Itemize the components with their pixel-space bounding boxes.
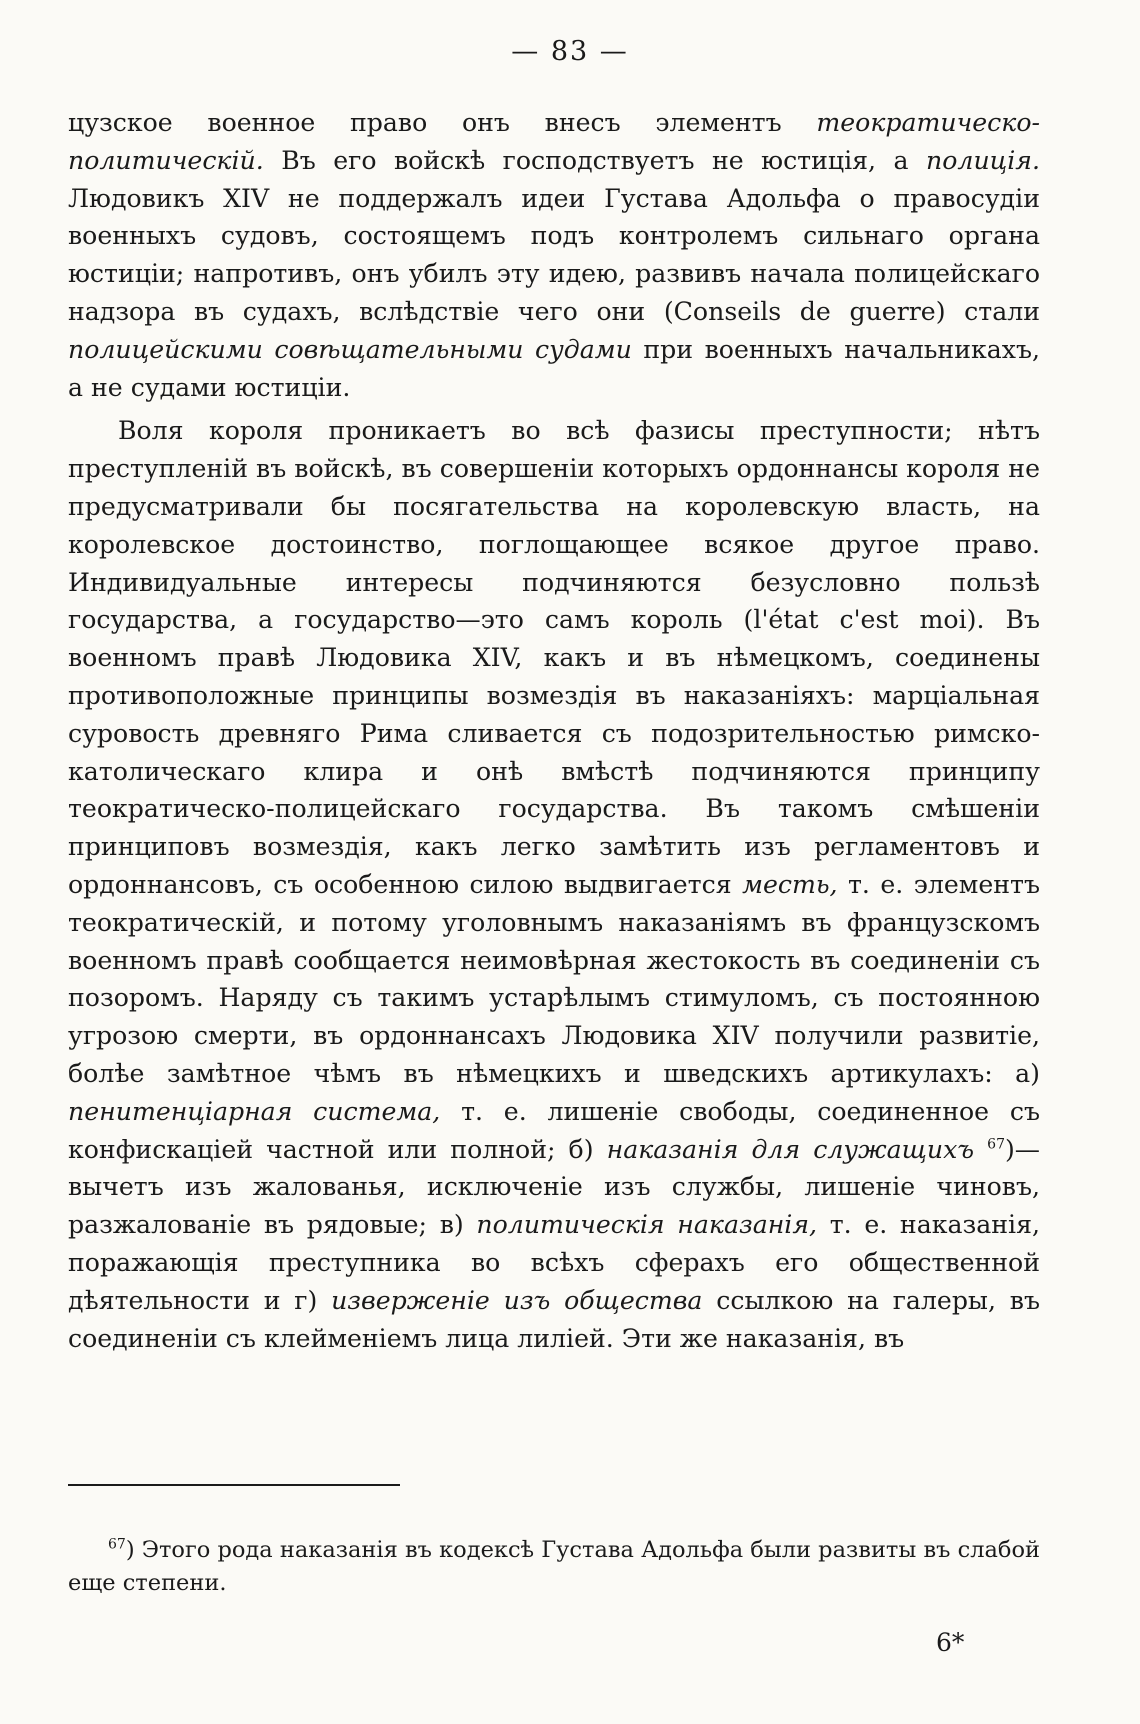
italic-term: пенитенціарная система, [68,1096,441,1126]
footnote-number: 67 [108,1536,126,1553]
text-span: Воля короля проникаетъ во всѣ фазисы преступности; нѣтъ преступленій въ войскѣ, въ совершеніи которыхъ ордоннансы короля не предусматривали бы посягательства на королевскую власть, на королевское достоинство, поглощающее всякое другое право. Индивидуальные интересы подчиняются безусловно пользѣ государства, а государство—это самъ король (l'état c'est moi). Въ военномъ правѣ Людовика XIV, какъ и въ нѣмецкомъ, соединены противоположные принципы возмездія въ наказаніяхъ: марціальная суровость древняго Рима сливается съ подозрительностью римско-католическаго клира и онѣ вмѣстѣ подчиняются принципу теократическо-полицейскаго государства. Въ такомъ смѣшеніи принциповъ возмездія, какъ легко замѣтить изъ регламентовъ и ордоннансовъ, съ особенною силою выдвигается [68,416,1040,899]
signature-mark: 6* [936,1628,965,1657]
italic-term: месть, [742,869,838,899]
text-span: Людовикъ XIV не поддержалъ идеи Густава Адольфа о правосудіи военныхъ судовъ, состоящемъ подъ контролемъ сильнаго органа юстиціи; напротивъ, онъ убилъ эту идею, развивъ начала полицейскаго надзора въ судахъ, вслѣдствіе чего они (Conseils de guerre) стали [68,183,1040,326]
page-number: — 83 — [511,36,629,67]
text-span: т. е. наказанія, поражающія преступника во всѣхъ сферахъ его общественной дѣятельности и г) [68,1210,1040,1315]
text-span: т. е. лишеніе свободы, соединенное съ конфискаціей частной или полной; б) [68,1096,1040,1164]
footnote [68,1534,1040,1600]
footnote-divider [68,1484,400,1486]
italic-term: наказанія для служащихъ [606,1134,975,1164]
italic-term: полицейскими совѣщательными судами [68,334,632,364]
italic-term: политическія наказанія, [476,1210,818,1240]
italic-term: изверженіе изъ общества [331,1285,703,1315]
text-span: )—вычетъ изъ жалованья, исключеніе изъ службы, лишеніе чиновъ, разжалованіе въ рядовые; в) [68,1134,1040,1240]
footnote-reference: 67 [987,1136,1005,1153]
paragraph-1 [68,104,1040,406]
text-span: цузское военное право онъ внесъ элементъ [68,108,817,137]
italic-term: теократическо-политическій. [68,108,1040,175]
body-text [68,104,1040,1357]
footnote-text: ) Этого рода наказанія въ кодексѣ Густава Адольфа были развиты въ слабой еще степени. [68,1537,1040,1596]
paragraph-2 [68,412,1040,1357]
text-span: Въ его войскѣ господствуетъ не юстиція, а [263,145,927,175]
italic-term: полиція. [926,145,1040,175]
text-span: т. е. элементъ теократическій, и потому уголовнымъ наказаніямъ въ французскомъ военномъ правѣ сообщается неимовѣрная жестокость въ соединеніи съ позоромъ. Наряду съ такимъ устарѣлымъ стимуломъ, съ постоянною угрозою смерти, въ ордоннансахъ Людовика XIV получили развитіе, болѣе замѣтное чѣмъ въ нѣмецкихъ и шведскихъ артикулахъ: а) [68,869,1040,1088]
text-span: при военныхъ начальникахъ, а не судами юстиціи. [68,334,1040,402]
text-span: ссылкою на галеры, въ соединеніи съ клейменіемъ лица лиліей. Эти же наказанія, въ [68,1285,1040,1353]
text-span [974,1135,987,1164]
